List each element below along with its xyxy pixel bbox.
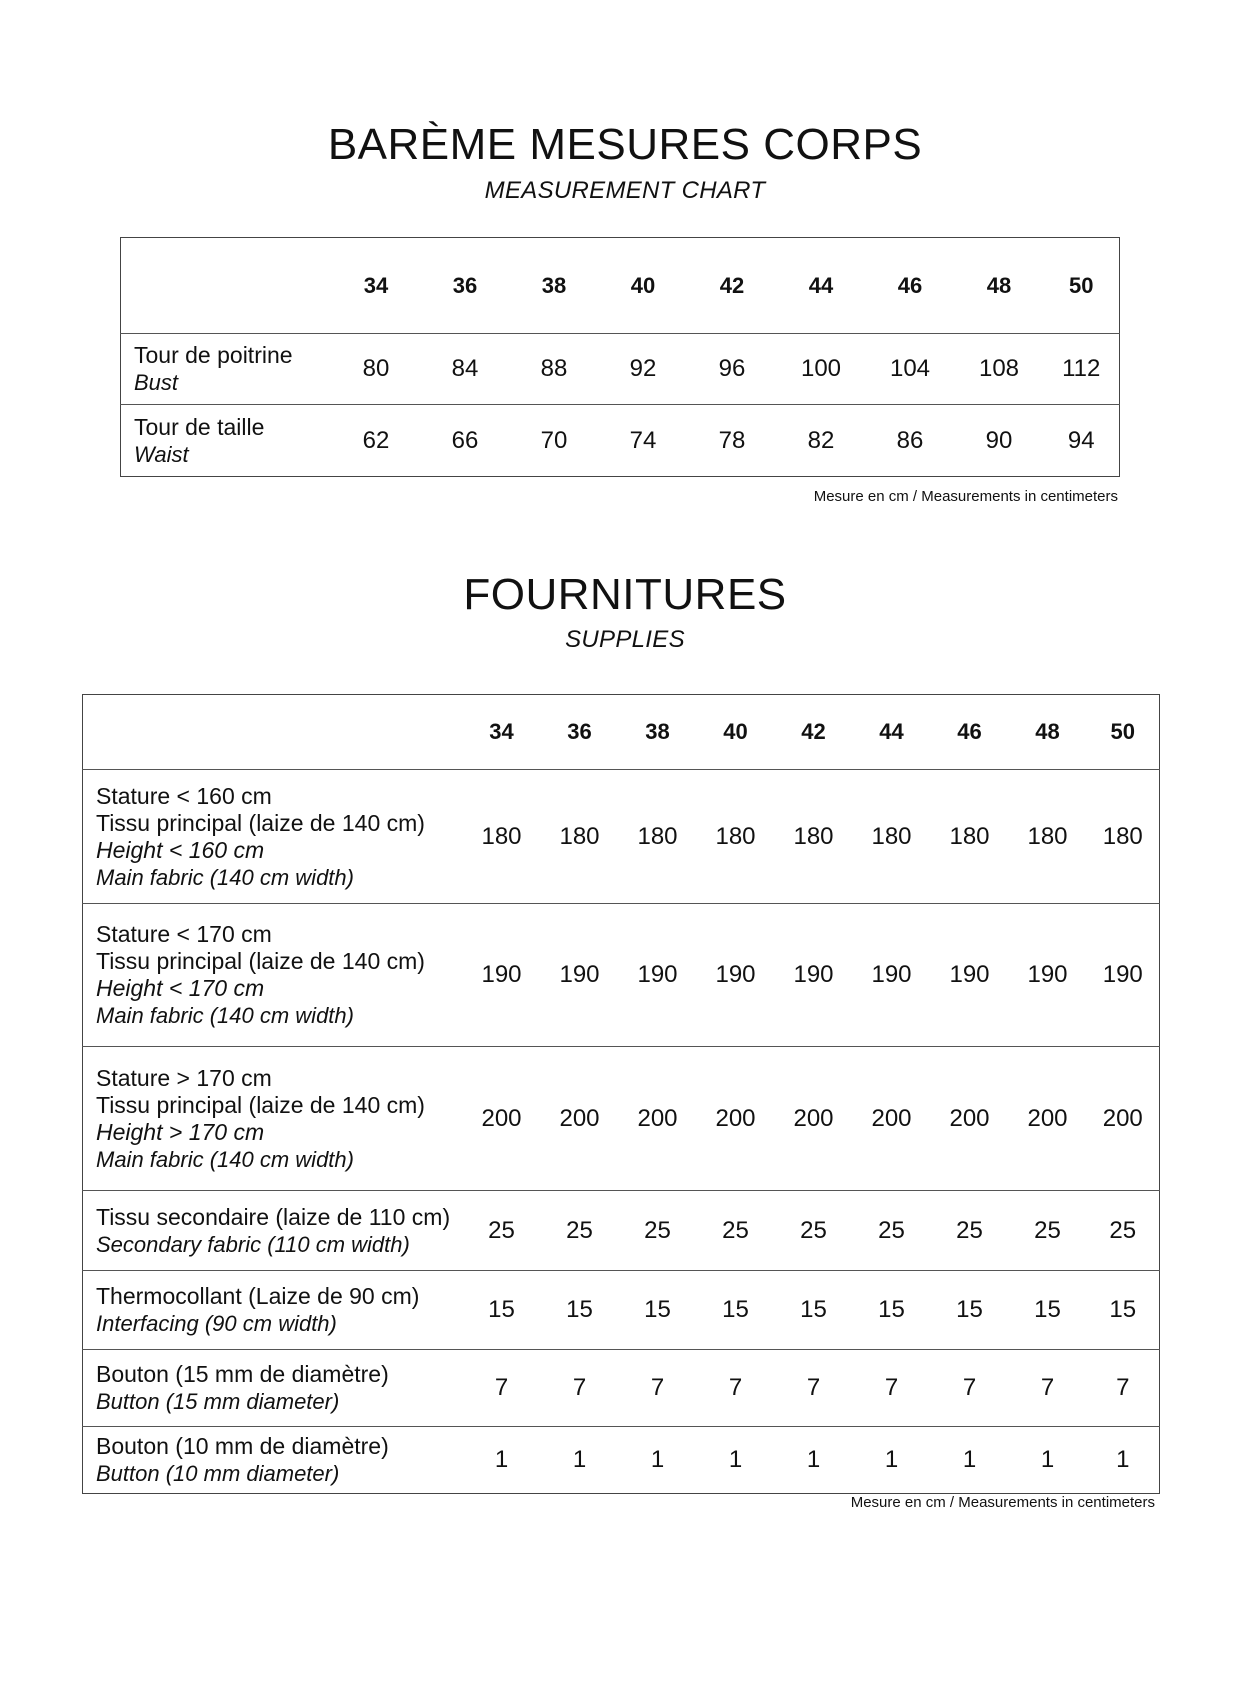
size-header: 50 <box>1087 695 1160 770</box>
table-cell: 190 <box>697 904 775 1047</box>
table-cell: 92 <box>599 334 688 405</box>
row-label-line: Stature > 170 cm <box>96 1064 272 1091</box>
row-label <box>121 334 332 405</box>
row-label-line: Height < 160 cm <box>96 836 265 863</box>
table-cell: 25 <box>463 1191 541 1271</box>
row-label-line: Tissu principal (laize de 140 cm) <box>96 948 425 974</box>
table-cell: 74 <box>629 426 657 454</box>
table-cell: 200 <box>619 1047 697 1191</box>
row-label <box>121 405 332 477</box>
table-cell: 7 <box>619 1350 697 1427</box>
table-cell: 180 <box>1009 770 1087 904</box>
size-header: 38 <box>619 695 697 770</box>
table-row <box>83 770 1160 904</box>
row-label-line: Tissu secondaire (laize de 110 cm) <box>96 1203 451 1230</box>
size-header: 50 <box>1044 238 1120 334</box>
table-cell: 25 <box>697 1191 775 1271</box>
table-cell: 1 <box>650 1446 665 1473</box>
table-cell: 200 <box>1087 1047 1160 1191</box>
table-cell: 1 <box>962 1446 977 1473</box>
row-label-en: Bust <box>134 370 179 395</box>
measurement-note: Mesure en cm / Measurements in centimeters <box>813 488 1118 505</box>
row-label-line: Button (10 mm diameter) <box>96 1461 340 1486</box>
size-header: 48 <box>955 238 1044 334</box>
table-cell: 1 <box>884 1446 899 1473</box>
table-cell: 200 <box>541 1047 619 1191</box>
table-row <box>83 1191 1160 1271</box>
table-cell: 1 <box>1040 1446 1055 1473</box>
table-cell: 25 <box>541 1191 619 1271</box>
table-cell: 200 <box>463 1047 541 1191</box>
supplies-table <box>82 694 1160 1494</box>
table-cell: 190 <box>1009 904 1087 1047</box>
table-cell: 25 <box>619 1191 697 1271</box>
table-cell: 104 <box>866 334 955 405</box>
row-label-fr: Tour de poitrine <box>134 342 293 368</box>
row-label-line: Secondary fabric (110 cm width) <box>96 1231 410 1257</box>
row-label-line: Main fabric (140 cm width) <box>96 1146 354 1172</box>
table-cell: 88 <box>510 334 599 405</box>
table-cell: 190 <box>775 904 853 1047</box>
table-cell: 15 <box>853 1271 931 1350</box>
table-cell: 82 <box>807 426 835 454</box>
table-cell: 1 <box>572 1446 587 1473</box>
table-cell: 180 <box>697 770 775 904</box>
table-cell: 180 <box>853 770 931 904</box>
table-cell: 1 <box>494 1446 509 1473</box>
table-cell: 25 <box>853 1191 931 1271</box>
supplies-header-row <box>83 695 1160 770</box>
table-cell: 180 <box>1087 770 1160 904</box>
table-cell: 66 <box>451 426 479 454</box>
measurement-title: BARÈME MESURES CORPS <box>327 120 923 169</box>
table-cell: 80 <box>332 334 421 405</box>
header-blank-cell <box>83 695 463 770</box>
table-cell: 180 <box>931 770 1009 904</box>
table-row <box>83 904 1160 1047</box>
table-cell: 15 <box>697 1271 775 1350</box>
row-label <box>83 904 463 1047</box>
row-label-line: Interfacing (90 cm width) <box>96 1311 337 1336</box>
table-cell: 190 <box>541 904 619 1047</box>
table-cell: 180 <box>463 770 541 904</box>
table-cell: 70 <box>540 426 568 454</box>
table-cell: 200 <box>697 1047 775 1191</box>
measurement-subtitle: MEASUREMENT CHART <box>484 177 766 204</box>
table-cell: 96 <box>688 334 777 405</box>
table-cell: 1 <box>1116 1446 1130 1473</box>
size-header: 42 <box>775 695 853 770</box>
row-label-line: Main fabric (140 cm width) <box>96 864 354 890</box>
supplies-title: FOURNITURES <box>463 570 787 619</box>
table-cell: 15 <box>931 1271 1009 1350</box>
row-label-line: Height < 170 cm <box>96 975 265 1001</box>
table-cell: 180 <box>775 770 853 904</box>
supplies-note: Mesure en cm / Measurements in centimeters <box>850 1494 1155 1511</box>
size-header: 34 <box>332 238 421 334</box>
size-header: 44 <box>777 238 866 334</box>
measurement-table <box>120 237 1120 477</box>
table-cell: 15 <box>1087 1271 1160 1350</box>
table-cell: 7 <box>697 1350 775 1427</box>
size-header: 44 <box>853 695 931 770</box>
table-cell: 7 <box>775 1350 853 1427</box>
table-cell: 7 <box>931 1350 1009 1427</box>
table-cell: 90 <box>985 426 1013 454</box>
row-label <box>83 1271 463 1350</box>
size-header: 40 <box>697 695 775 770</box>
table-cell: 15 <box>463 1271 541 1350</box>
table-cell: 25 <box>775 1191 853 1271</box>
table-cell: 7 <box>1087 1350 1160 1427</box>
table-cell: 180 <box>619 770 697 904</box>
size-header: 34 <box>463 695 541 770</box>
size-header: 42 <box>688 238 777 334</box>
size-header: 46 <box>866 238 955 334</box>
table-cell: 7 <box>541 1350 619 1427</box>
table-cell: 62 <box>362 426 390 454</box>
table-cell: 200 <box>775 1047 853 1191</box>
table-cell: 180 <box>541 770 619 904</box>
row-label-fr: Tour de taille <box>134 413 265 440</box>
table-cell: 7 <box>1009 1350 1087 1427</box>
table-cell: 190 <box>931 904 1009 1047</box>
table-cell: 200 <box>853 1047 931 1191</box>
table-row <box>83 1427 1160 1494</box>
row-label-en: Waist <box>134 441 189 467</box>
table-cell: 94 <box>1067 426 1095 454</box>
size-header: 40 <box>599 238 688 334</box>
size-header: 46 <box>931 695 1009 770</box>
size-header: 36 <box>541 695 619 770</box>
row-label-line: Main fabric (140 cm width) <box>96 1003 354 1028</box>
table-cell: 25 <box>1009 1191 1087 1271</box>
row-label <box>83 1191 463 1271</box>
row-label <box>83 770 463 904</box>
size-header: 36 <box>421 238 510 334</box>
supplies-subtitle: SUPPLIES <box>565 626 685 653</box>
table-row <box>121 405 1120 477</box>
table-cell: 86 <box>896 426 924 454</box>
row-label-line: Bouton (10 mm de diamètre) <box>96 1433 389 1459</box>
table-cell: 108 <box>955 334 1044 405</box>
row-label-line: Button (15 mm diameter) <box>96 1389 340 1414</box>
table-cell: 84 <box>421 334 510 405</box>
table-row <box>83 1047 1160 1191</box>
row-label-line: Thermocollant (Laize de 90 cm) <box>96 1283 420 1309</box>
row-label-line: Tissu principal (laize de 140 cm) <box>96 1091 425 1118</box>
header-blank-cell <box>121 238 332 334</box>
size-header: 48 <box>1009 695 1087 770</box>
table-cell: 15 <box>541 1271 619 1350</box>
table-cell: 7 <box>463 1350 541 1427</box>
table-cell: 112 <box>1044 334 1120 405</box>
table-cell: 7 <box>853 1350 931 1427</box>
row-label-line: Stature < 160 cm <box>96 782 272 809</box>
table-cell: 78 <box>718 426 746 454</box>
table-cell: 25 <box>1087 1191 1160 1271</box>
table-cell: 1 <box>806 1446 821 1473</box>
row-label-line: Tissu principal (laize de 140 cm) <box>96 809 425 836</box>
table-cell: 25 <box>931 1191 1009 1271</box>
table-cell: 190 <box>853 904 931 1047</box>
row-label-line: Stature < 170 cm <box>96 921 272 947</box>
table-cell: 190 <box>1087 904 1160 1047</box>
table-cell: 200 <box>1009 1047 1087 1191</box>
table-cell: 100 <box>777 334 866 405</box>
table-row <box>83 1350 1160 1427</box>
table-cell: 15 <box>775 1271 853 1350</box>
measurement-header-row <box>121 238 1120 334</box>
table-cell: 190 <box>463 904 541 1047</box>
table-cell: 15 <box>1009 1271 1087 1350</box>
table-row <box>83 1271 1160 1350</box>
row-label-line: Bouton (15 mm de diamètre) <box>96 1361 389 1387</box>
table-cell: 190 <box>619 904 697 1047</box>
table-row <box>121 334 1120 405</box>
row-label <box>83 1427 463 1494</box>
table-cell: 200 <box>931 1047 1009 1191</box>
size-header: 38 <box>510 238 599 334</box>
row-label <box>83 1047 463 1191</box>
row-label-line: Height > 170 cm <box>96 1118 265 1145</box>
row-label <box>83 1350 463 1427</box>
table-cell: 1 <box>728 1446 743 1473</box>
table-cell: 15 <box>619 1271 697 1350</box>
